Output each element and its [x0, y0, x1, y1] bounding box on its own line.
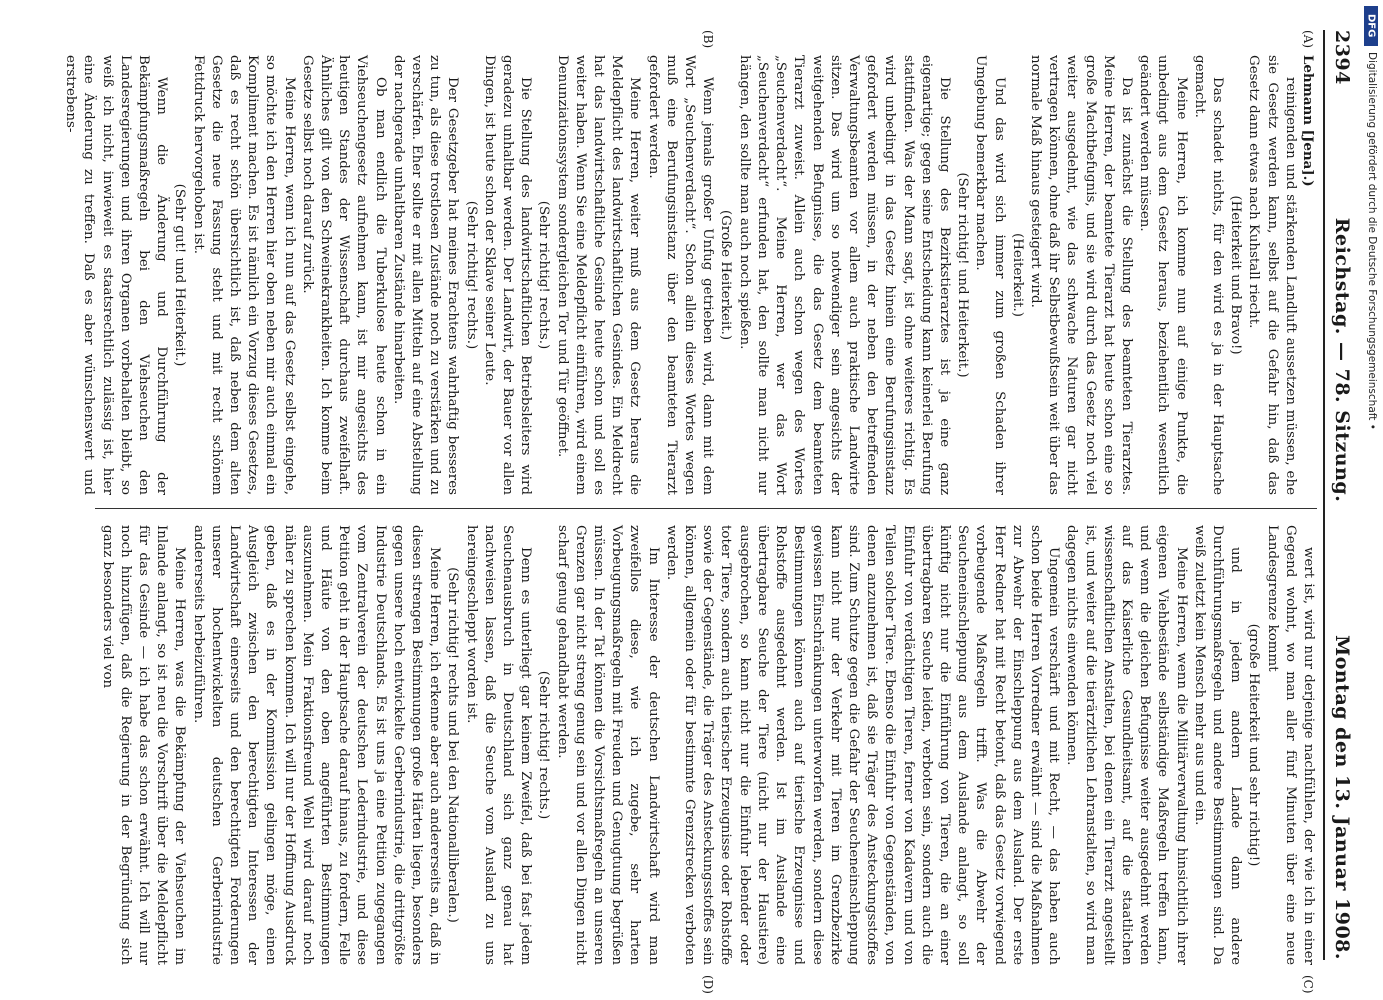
right-column [95, 525, 1317, 965]
scanned-page [63, 0, 1365, 1000]
interjection: (Sehr richtig! rechts.) [536, 670, 552, 820]
session-title: Reichstag. — 78. Sitzung. [1331, 217, 1353, 503]
interjection: (große Heiterkeit und sehr richtig!) [1246, 623, 1262, 867]
paragraph: Das schadet nichts, für den wird es ja in der Hauptsache gemacht. [1191, 55, 1225, 495]
interjection: (Sehr richtig! rechts.) [536, 200, 552, 350]
margin-marker-d: (D) [701, 975, 715, 994]
paragraph: Die Stellung des Bezirkstierarztes ist ja eine ganz eigenartige; gegen seine Entscheidung kann keinerlei Berufung stattfinden. Was der Mann sagt, ist ohne weiteres richtig. Es wird unbedingt in das Gesetz hinein eine Berufungsinstanz gefordert werden müssen, in der neben den betreffenden Verwaltungsbeamten vor allem auch praktische Landwirte sitzen. Das wird um so notwendiger sein angesichts der weitgehenden Befugnisse, die das Gesetz dem beamteten Tierarzt zuweist. Allein auch schon wegen des Wortes „Seuchenverdacht“. Meine Herren, wer das Wort „Seuchenverdacht“ erfunden hat, den sollte man nicht nur hängen, den sollte man auch noch spießen. [736, 55, 952, 495]
digitization-credit: Digitalisierung gefördert durch die Deutsche Forschungsgemeinschaft • [1366, 52, 1378, 430]
interjection: (Sehr richtig! rechts.) [463, 200, 479, 350]
page-number: 2394 [1331, 30, 1353, 85]
paragraph: Meine Herren, was die Bekämpfung der Viehseuchen im Inlande anlangt, so ist neu die Vorschrift über die Meldepflicht für das Gesinde — ich habe das schon erwähnt. Ich will nur noch hinzufügen, daß die Regierung in der Begründung sich ganz besonders viel von [99, 525, 188, 965]
page-header [1327, 30, 1357, 960]
paragraph: Der Gesetzgeber hat meines Erachtens wahrhaftig besseres zu tun, als diese trostlosen Zustände noch zu verstärken und zu verschärfen. Eher sollte er mit allen Mitteln auf eine Abstellung der nachgerade unhaltbaren Zustände hinarbeiten. [390, 55, 461, 495]
paragraph: Im Interesse der deutschen Landwirtschaft wird man zweifellos diese, wie ich zugebe, sehr harten Vorbeugungsmaßregeln mit Freuden und Genugtuung begrüßen müssen. In der Tat können die Vorsichtsmaßregeln an unseren Grenzen gar nicht streng genug sein und vor allen Dingen nicht scharf genug gehandhabt werden. [554, 525, 661, 965]
interjection: (Sehr richtig! und Heiterkeit.) [955, 172, 971, 378]
paragraph: Meine Herren, weiter muß aus dem Gesetz heraus die Meldepflicht des landwirtschaftlichen Gesindes. Ein Meldrecht hat das landwirtschaftliche Gesinde heute schon und soll es weiter haben. Wenn Sie eine Meldepflicht einführen, wird einem Denunziationssystem sondergleichen Tor und Tür geöffnet. [554, 55, 643, 495]
margin-marker-b: (B) [701, 30, 715, 49]
paragraph: Und das wird sich immer zum großen Schaden ihrer Umgebung bemerkbar machen. [973, 55, 1007, 495]
interjection: (Sehr richtig! rechts und bei den Nationalliberalen.) [445, 567, 461, 923]
left-column [63, 55, 1317, 495]
paragraph: Meine Herren, ich erkenne aber auch andererseits an, daß in diesen strengen Bestimmungen große Härten liegen, besonders gegen unsere hoch entwickelte Gerberindustrie, die drittgrößte Industrie Deutschlands. Es ist uns ja eine Petition zugegangen vom Zentralverein der deutschen Lederindustrie, und diese Petition geht in der Hauptsache darauf hinaus, zu fordern, Felle und Häute von den oben angeführten Bestimmungen auszunehmen. Mein Fraktionsfreund Wehl wird darauf noch näher zu sprechen kommen. Ich will nur der Hoffnung Ausdruck geben, daß es in der Kommission gelingen möge, einen Ausgleich zwischen den berechtigten Interessen der Landwirtschaft einerseits und den berechtigten Forderungen unserer hochentwickelten deutschen Gerberindustrie andererseits herbeizuführen. [190, 525, 443, 965]
margin-marker-c: (C) [1301, 975, 1315, 994]
paragraph: Ob man endlich die Tuberkulose heute schon in ein Viehseuchengesetz aufnehmen kann, ist mir angesichts des heutigen Standes der Wissenschaft durchaus zweifelhaft. Ähnliches gilt von den Schweinekrankheiten. Ich komme beim Gesetze selbst noch darauf zurück. [299, 55, 388, 495]
column-divider [95, 508, 1317, 509]
paragraph: Meine Herren, ich komme nun auf einige Punkte, die unbedingt aus dem Gesetz heraus, beziehentlich wesentlich geändert werden müssen. [1137, 55, 1189, 495]
paragraph: Da ist zunächst die Stellung des beamteten Tierarztes. Meine Herren, der beamtete Tierarzt hat heute schon eine so große Machtbefugnis, und sie wird durch das Gesetz noch viel weiter ausgedehnt, wie das schwache Naturen gar nicht vertragen können, ohne daß ihr Selbstbewußtsein weit über das normale Maß hinaus gesteigert wird. [1027, 55, 1134, 495]
dfg-logo: DFG [1364, 6, 1378, 46]
paragraph: Wenn jemals großer Unfug getrieben wird, dann mit dem Wort „Seuchenverdacht“. Schon allein dieses Wortes wegen muß eine Berufungsinstanz über den beamteten Tierarzt gefordert werden. [645, 55, 716, 495]
paragraph: wert ist, wird nur derjenige nachfühlen, der wie ich in einer Gegend wohnt, wo man aller fünf Minuten über eine neue Landesgrenze kommt [1264, 525, 1316, 965]
speaker-line: Lehmann [Jena].) [1300, 55, 1316, 187]
paragraph: Wenn die Änderung und Durchführung der Bekämpfungsmaßregeln bei den Viehseuchen den Landesregierungen und ihren Organen vorbehalten bleibt, so weiß ich nicht, inwieweit es staatsrechtlich zulässig ist, hier eine Änderung zu treffen. Daß es aber wünschenswert und erstrebens- [63, 55, 170, 495]
interjection: (Sehr gut! und Heiterkeit.) [172, 183, 188, 367]
margin-marker-a: (A) [1301, 30, 1315, 49]
paragraph: reinigenden und stärkenden Landluft aussetzen müssen, ehe sie Gesetz werden kann, selbst auf die Gefahr hin, daß das Gesetz dann etwas nach Kuhstall riecht. [1246, 55, 1298, 495]
interjection: (Große Heiterkeit.) [718, 209, 734, 341]
header-rule [1323, 30, 1325, 960]
session-date: Montag den 13. Januar 1908. [1331, 635, 1353, 960]
interjection: (Heiterkeit.) [1009, 233, 1025, 317]
paragraph: Meine Herren, wenn die Militärverwaltung hinsichtlich ihrer eigenen Viehbestände selbständige Maßregeln treffen kann, und wenn die gleichen Befugnisse weiter ausgedehnt werden auf das Kaiserliche Gesundheitsamt, auf die staatlichen wissenschaftlichen Anstalten, bei denen ein Tierarzt angestellt ist, und weiter auf die tierärztlichen Lehranstalten, so wird man dagegen nichts einwenden können. [1064, 525, 1189, 965]
paragraph: Denn es unterliegt gar keinem Zweifel, daß bei fast jedem Seuchenausbruch in Deutschland sich ganz genau hat nachweisen lassen, daß die Seuche vom Ausland zu uns hereingeschleppt worden ist. [463, 525, 534, 965]
paragraph: Ungemein verschärft und mit Recht, — das haben auch schon beide Herren Vorredner erwähnt — sind die Maßnahmen zur Abwehr der Einschleppung aus dem Ausland. Der erste Herr Redner hat mit Recht betont, daß das Gesetz vorwiegend vorbeugende Maßregeln trifft. Was die Abwehr der Seucheneinschleppung aus dem Auslande anlangt, so soll künftig nicht nur die Einführung von Tieren, die an einer übertragbaren Seuche leiden, verboten sein, sondern auch die Einfuhr von verdächtigen Tieren, ferner von Kadavern und von Teilen solcher Tiere. Ebenso die Einfuhr von Gegenständen, von denen anzunehmen ist, daß sie Träger des Ansteckungsstoffes sind. Zum Schutze gegen die Gefahr der Seucheneinschleppung kann nicht nur der Verkehr mit Tieren im Grenzbezirke gewissen Einschränkungen unterworfen werden, sondern diese Bestimmungen können auch auf tierische Erzeugnisse und Rohstoffe ausgedehnt werden. Ist im Auslande eine übertragbare Seuche der Tiere (nicht nur der Haustiere) ausgebrochen, so kann nicht nur die Einfuhr lebender oder toter Tiere, sondern auch tierischer Erzeugnisse oder Rohstoffe sowie der Gegenstände, die Träger des Ansteckungsstoffes sein können, allgemein oder für bestimmte Grenzstrecken verboten werden. [663, 525, 1062, 965]
paragraph: Die Stellung des landwirtschaftlichen Betriebsleiters wird geradezu unhaltbar werden. Der Landwirt, der Bauer vor allen Dingen, ist heute schon der Sklave seiner Leute. [481, 55, 534, 495]
paragraph: Meine Herren, wenn ich nun auf das Gesetz selbst eingehe, so möchte ich den Herren hier oben neben mir auch einmal ein Kompliment machen. Es ist nämlich ein Vorzug dieses Gesetzes, daß es recht schön übersichtlich ist, daß neben dem alten Gesetze die neue Fassung steht und mit recht schönem Fettdruck hervorgehoben ist. [190, 55, 297, 495]
interjection: (Heiterkeit und Bravo!) [1228, 195, 1244, 355]
paragraph: und in jedem andern Lande dann andere Durchführungsmaßregeln und andere Bestimmungen sind. Da weiß zuletzt kein Mensch mehr aus und ein. [1191, 525, 1244, 965]
